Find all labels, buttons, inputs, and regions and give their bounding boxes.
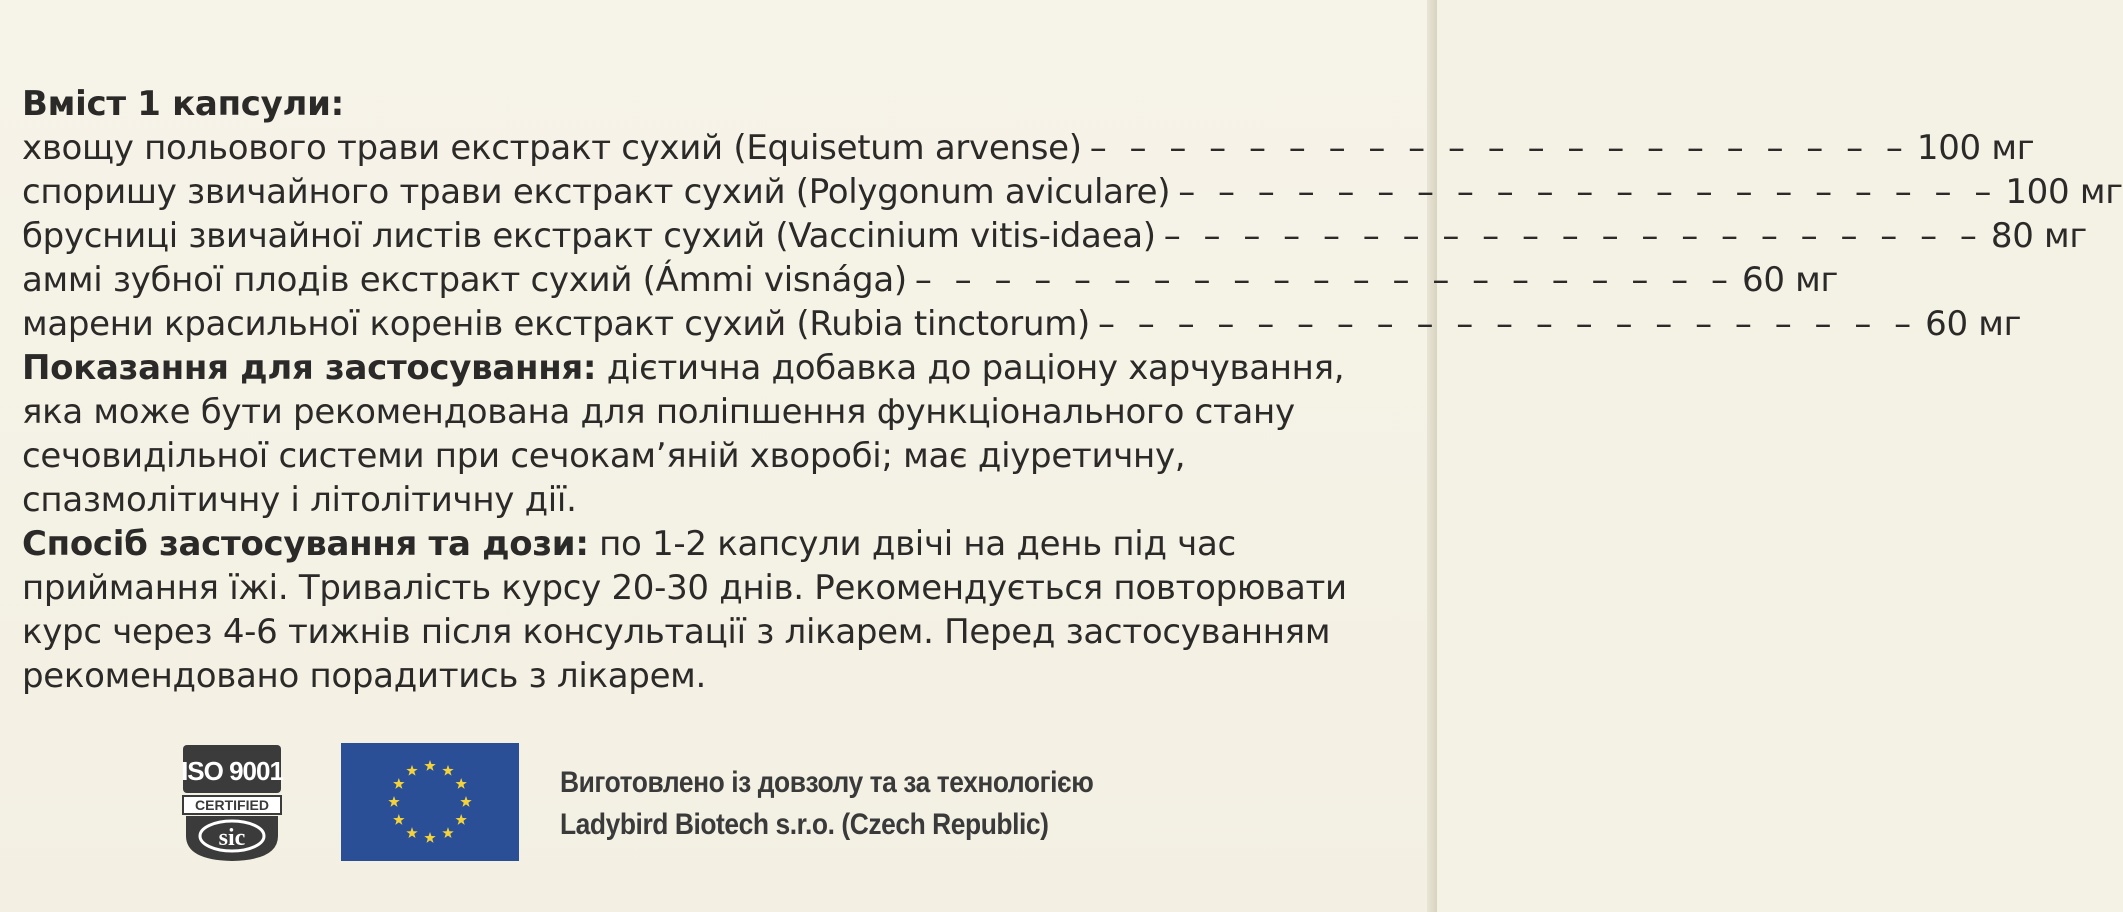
usage-paragraph bbox=[22, 522, 1402, 698]
iso-badge-certified: CERTIFIED bbox=[195, 797, 269, 813]
indications-label: Показання для застосування: bbox=[22, 348, 597, 388]
label-text-block bbox=[22, 82, 2123, 698]
eu-stars-ring bbox=[341, 743, 519, 861]
usage-text: по 1-2 капсули двічі на день під час приймання їжі. Тривалість курсу 20-30 днів. Рекомендується повторювати курс через 4-6 тижнів після консультації з лікарем. Перед застосуванням рекомендовано порадитись з лікарем. bbox=[22, 524, 1347, 696]
ingredient-list bbox=[22, 126, 2123, 346]
ingredient-name: марени красильної коренів екстракт сухий (Rubia tinctorum) bbox=[22, 304, 1090, 344]
eu-star-icon bbox=[460, 796, 471, 807]
eu-star-icon bbox=[424, 760, 435, 771]
eu-flag-icon bbox=[341, 743, 519, 861]
ingredient-row bbox=[22, 170, 2123, 214]
ingredient-row bbox=[22, 214, 2087, 258]
ingredient-name: хвощу польового трави екстракт сухий (Equisetum arvense) bbox=[22, 128, 1082, 168]
ingredient-dose: 80 мг bbox=[1990, 216, 2087, 256]
ingredient-dose: 60 мг bbox=[1925, 304, 2022, 344]
eu-star-icon bbox=[442, 827, 453, 838]
eu-star-icon bbox=[406, 765, 417, 776]
eu-star-icon bbox=[393, 778, 404, 789]
dash-leader: – – – – – – – – – – – – – – – – – – – – – bbox=[1163, 216, 1983, 256]
ingredient-row bbox=[22, 258, 1839, 302]
ingredient-name: аммі зубної плодів екстракт сухий (Ámmi visnága) bbox=[22, 260, 907, 300]
dash-leader: – – – – – – – – – – – – – – – – – – – – – bbox=[1097, 304, 1918, 344]
iso-badge-title: ISO 9001 bbox=[181, 756, 283, 786]
iso-9001-certified-icon bbox=[182, 744, 282, 862]
ingredient-dose: 100 мг bbox=[1916, 128, 2035, 168]
eu-star-icon bbox=[393, 814, 404, 825]
ingredient-dose: 60 мг bbox=[1741, 260, 1839, 300]
iso-badge-sic: sic bbox=[218, 825, 246, 851]
ingredient-name: брусниці звичайної листів екстракт сухий (Vaccinium vitis-idaea) bbox=[22, 216, 1156, 256]
manufacturer-line-2: Ladybird Biotech s.r.o. (Czech Republic) bbox=[560, 808, 1049, 841]
usage-label: Спосіб застосування та дози: bbox=[22, 524, 589, 564]
dash-leader: – – – – – – – – – – – – – – – – – – – – – bbox=[1089, 128, 1909, 168]
indications-text: дієтична добавка до раціону харчування, яка може бути рекомендована для поліпшення функціонального стану сечовидільної системи при сечокам’яній хворобі; має діуретичну, спазмолітичну і літолітичну дії. bbox=[22, 348, 1345, 520]
eu-star-icon bbox=[406, 827, 417, 838]
contents-heading: Вміст 1 капсули: bbox=[22, 84, 344, 124]
eu-star-icon bbox=[455, 814, 466, 825]
eu-star-icon bbox=[424, 832, 435, 843]
ingredient-row bbox=[22, 126, 2035, 170]
ingredient-row bbox=[22, 302, 2022, 346]
manufacturer-info bbox=[560, 762, 1093, 846]
ingredient-name: споришу звичайного трави екстракт сухий (Polygonum aviculare) bbox=[22, 172, 1171, 212]
ingredient-dose: 100 мг bbox=[2005, 172, 2123, 212]
eu-star-icon bbox=[455, 778, 466, 789]
dash-leader: – – – – – – – – – – – – – – – – – – – – – bbox=[1178, 172, 1998, 212]
eu-star-icon bbox=[388, 796, 399, 807]
label-footer bbox=[0, 740, 1437, 870]
manufacturer-line-1: Виготовлено із довзолу та за технологією bbox=[560, 766, 1094, 799]
indications-paragraph bbox=[22, 346, 1402, 522]
dash-leader: – – – – – – – – – – – – – – – – – – – – – bbox=[914, 260, 1734, 300]
eu-star-icon bbox=[442, 765, 453, 776]
